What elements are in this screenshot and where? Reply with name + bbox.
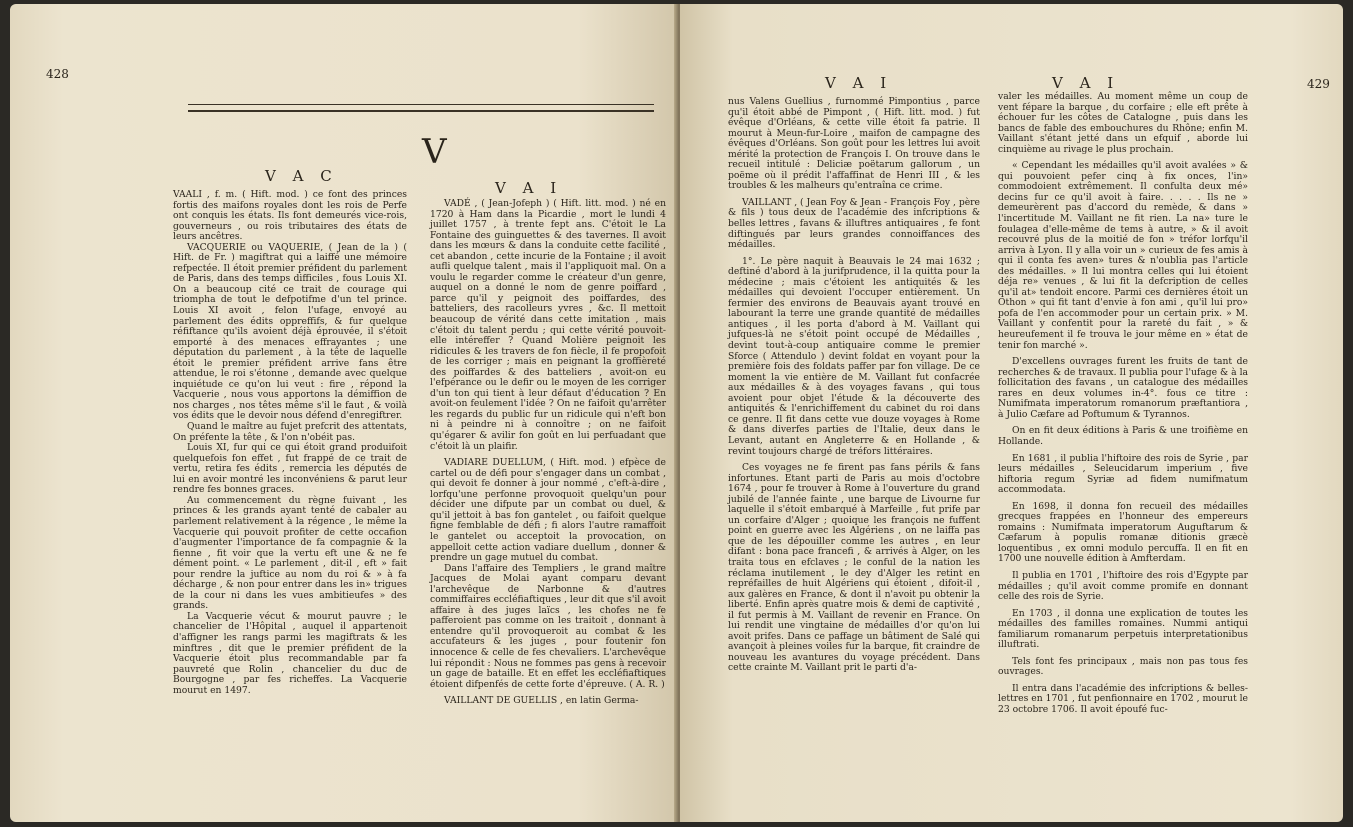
paragraph: Louis XI, fur qui ce qui étoit grand produifoit quelquefois fon effet , fut frappé de ce trait de vertu, retira fes édits , remercia les députés de lui en avoir montré les inconvéniens & parut leur rendre fes bonnes graces. [173,442,407,496]
paragraph: En 1703 , il donna une explication de toutes les médailles des familles romaines. Nummi antiqui familiarum romanarum perpetuis interpretationibus illuftrati. [998,607,1248,651]
paragraph: Il publia en 1701 , l'hiftoire des rois d'Egypte par médailles ; qu'il avoit comme promife en donnant celle des rois de Syrie. [998,569,1248,603]
text-column-1 [728,97,980,809]
text-column-1 [173,190,407,810]
paragraph: D'excellens ouvrages furent les fruits de tant de recherches & de travaux. Il publia pour l'ufage & à la follicitation des favans , un catalogue des médailles rares en deux volumes in-4°. fous ce titre : Numifmata imperatorum romanorum præftantiora , à Julio Cæfare ad Poftumum & Tyrannos. [998,356,1248,420]
paragraph: Il entra dans l'académie des infcriptions & belles-lettres en 1701 , fut penfionnaire en 1702 , mourut le 23 octobre 1706. Il avoit époufé fuc- [998,682,1248,715]
paragraph: La Vacquerie vécut & mourut pauvre ; le chancelier de l'Hôpital , auquel il appartenoit d'affigner les rangs parmi les magiftrats & les minftres , dit que le premier préfident de la Vacquerie étoit plus recommandable par fa pauvreté que Rolin , chancelier du duc de Bourgogne , par fes richeffes. La Vacquerie mourut en 1497. [173,610,407,696]
paragraph: nus Valens Guellius , furnommé Pimpontius , parce qu'il étoit abbé de Pimpont , ( Hift. litt. mod. ) fut évêque d'Orléans, & cette ville étoit fa patrie. Il mourut à Meun-fur-Loire , maifon de campagne des évêques d'Orléans. Son goût pour les lettres lui avoit mérité la protection de François I. On trouve dans le recueil intitulé : Deliciæ poëtarum gallorum , un poëme où il prédit l'affaffinat de Henri III , & les troubles & les malheurs qu'entraîna ce crime. [728,96,980,192]
paragraph: Tels font fes principaux , mais non pas tous fes ouvrages. [998,655,1248,678]
text-column-2 [430,199,666,809]
paragraph: Dans l'affaire des Templiers , le grand maître Jacques de Molai ayant comparu devant l'archevêque de Narbonne & d'autres commiffaires eccléfiaftiques , leur dit que s'il avoit affaire à des juges laïcs , les chofes ne fe pafferoient pas comme on les traitoit , donnant à entendre qu'il provoqueroit au combat & les accufateurs & les juges , pour foutenir fon innocence & celle de fes chevaliers. L'archevêque lui répondit : Nous ne fommes pas gens à recevoir un gage de bataille. Et en effet les eccléfiaftiques étoient difpenfés de cette forte d'épreuve. ( A. R. ) [430,562,666,690]
paragraph: Ces voyages ne fe firent pas fans périls & fans infortunes. Etant parti de Paris au mois d'octobre 1674 , pour fe trouver à Rome à l'ouverture du grand jubilé de l'année fainte , une barque de Livourne fur laquelle il s'étoit embarqué à Marfeille , fut prife par un corfaire d'Alger ; quoique les françois ne fuffent point en guerre avec les Algériens , on ne laiffa pas que de les dépouiller comme les autres , en leur difant : bona pace francefi , & arrivés à Alger, on les traita tous en efclaves ; le conful de la nation les réclama inutilement , le dey d'Alger les retint en repréfailles de huit Algériens qui étoient , difoit-il , aux galères en France, & dont il n'avoit pu obtenir la liberté. Enfin après quatre mois & demi de captivité , il fut permis à M. Vaillant de revenir en France. On lui rendit une vingtaine de médailles d'or qu'on lui avoit prifes. Dans ce paffage un bâtiment de Salé qui avançoit à pleines voiles fur la barque, fit craindre de nouveau les avantures du voyage précédent. Dans cette crainte M. Vaillant prit le parti d'a- [728,462,980,674]
paragraph: On en fit deux éditions à Paris & une troifième en Hollande. [998,425,1248,447]
paragraph: VACQUERIE ou VAQUERIE, ( Jean de la ) ( Hift. de Fr. ) magiftrat qui a laiffé une mémoire refpectée. Il étoit premier préfident du parlement de Paris, dans des temps difficiles , fous Louis XI. On a beaucoup cité ce trait de courage qui triompha de tout le defpotifme d'un tel prince. Louis XI avoit , felon l'ufage, envoyé au parlement des édits oppreffifs, & fur quelque réfiftance qu'ils avoient déjà éprouvée, il s'étoit emporté à des menaces effrayantes ; une députation du parlement , à la tête de laquelle étoit le premier préfident arrive fans être attendue, le roi s'étonne , demande avec quelque inquiétude ce qu'on lui veut : fire , répond la Vacquerie , nous vous apportons la démiffion de nos charges , nos têtes même s'il le faut , & voilà vos édits que le devoir nous défend d'enregiftrer. [173,241,407,422]
paragraph: VAILLANT , ( Jean Foy & Jean - François Foy , père & fils ) tous deux de l'académie des infcriptions & belles lettres , favans & illuftres antiquaires , fe font diftingués par leurs grandes connoiffances des médailles. [728,196,980,251]
page-number: 428 [46,67,69,81]
column-header: V A I [495,179,563,197]
book-spread [10,4,1343,822]
paragraph: Quand le maître au fujet prefcrit des attentats, On préfente la tête , & l'on n'obéit pas. [173,421,407,443]
paragraph: VADIARE DUELLUM, ( Hift. mod. ) efpèce de cartel ou de défi pour s'engager dans un combat , qui devoit fe donner à jour nommé , c'eft-à-dire , lorfqu'une perfonne provoquoit quelqu'un pour décider une difpute par un combat ou duel, & qu'il jettoit à bas fon gantelet , ou faifoit quelque figne femblable de défi ; fi alors l'autre ramaffoit le gantelet ou acceptoit la provocation, on appelloit cette action vadiare duellum , donner & prendre un gage mutuel du combat. [430,457,666,564]
column-header: V A I [825,74,893,92]
header-rule [188,104,654,112]
paragraph: Au commencement du règne fuivant , les princes & les grands ayant tenté de cabaler au parlement relativement à la régence , le même la Vacquerie qui pouvoit profiter de cette occafion d'augmenter l'importance de fa compagnie & la fienne , fit voir que la vertu eft une & ne fe dément point. « Le parlement , dit-il , eft » fait pour rendre la juftice au nom du roi & » à fa décharge , & non pour entrer dans les in» trigues de la cour ni dans les vues ambitieufes » des grands. [173,494,407,612]
paragraph: « Cependant les médailles qu'il avoit avalées » & qui pouvoient pefer cinq à fix onces, l'in» commodoient extrêmement. Il confulta deux mé» decins fur ce qu'il avoit à faire. . . . . Ils ne » demeurèrent pas d'accord du remède, & dans » l'incertitude M. Vaillant ne fit rien. La na» ture le foulagea d'elle-même de tems à autre, » & il avoit recouvré plus de la moitié de fon » tréfor lorfqu'il arriva à Lyon. Il y alla voir un » curieux de fes amis à qui il conta fes aven» tures & n'oublia pas l'article des médailles. » Il lui montra celles qui lui étoient déja re» venues , & lui fit la defcription de celles qu'il at» tendoit encore. Parmi ces dernières étoit un Othon » qui fit tant d'envie à fon ami , qu'il lui pro» pofa de l'en accommoder pour un certain prix. » M. Vaillant y confentit pour la rareté du fait , » & heureufement il fe trouva le jour même en » état de tenir fon marché ». [998,160,1248,351]
column-header: V A I [1052,74,1120,92]
paragraph: valer les médailles. Au moment même un coup de vent fépare la barque , du corfaire ; elle eft prête à échouer fur les côtes de Catalogne , puis dans les bancs de fable des embouchures du Rhône; enfin M. Vaillant s'étant jetté dans un efquif , aborde lui cinquième au rivage le plus prochain. [998,91,1248,155]
column-header: V A C [265,167,338,185]
left-page [10,4,678,822]
paragraph: En 1698, il donna fon recueil des médailles grecques frappées en l'honneur des empereurs romains : Numifmata imperatorum Auguftarum & Cæfarum à populis romanæ ditionis græcè loquentibus , ex omni modulo percuffa. Il en fit en 1700 une nouvelle édition à Amfterdam. [998,500,1248,565]
section-letter: V [422,132,449,172]
right-page [680,4,1343,822]
paragraph: VAILLANT DE GUELLIS , en latin Germa- [444,695,639,707]
paragraph: 1°. Le père naquit à Beauvais le 24 mai 1632 ; deftiné d'abord à la jurifprudence, il la quitta pour la médecine ; mais c'étoient les antiquités & les médailles qui devoient l'occuper entièrement. Un fermier des environs de Beauvais ayant trouvé en labourant la terre une grande quantité de médailles antiques , il les porta d'abord à M. Vaillant qui jufques-là ne s'étoit point occupé de Médailles , devint tout-à-coup antiquaire comme le premier Sforce ( Attendulo ) devint foldat en voyant pour la première fois des foldats paffer par fon village. De ce moment la vie entière de M. Vaillant fut confacrée aux médailles & à des voyages favans , qui tous avoient pour objet l'étude & la découverte des antiquités & l'enrichiffement du cabinet du roi dans ce genre. Il fit dans cette vue douze voyages à Rome & dans diverfes parties de l'Italie, deux dans le Levant, autant en Angleterre & en Hollande , & revint toujours chargé de tréfors littéraires. [728,255,980,457]
paragraph: VADÉ , ( Jean-Jofeph ) ( Hift. litt. mod. ) né en 1720 à Ham dans la Picardie , mort le lundi 4 juillet 1757 , à trente fept ans. C'étoit le La Fontaine des guinguettes & des tavernes. Il avoit dans les mœurs & dans la conduite cette facilité , cet abandon , cette incurie de la Fontaine ; il avoit aufli quelque talent , mais il l'appliquoit mal. On a voulu le regarder comme le créateur d'un genre, auquel on a donné le nom de genre poiffard , parce qu'il y peignoit des poiffardes, des batteliers, des racolleurs yvres , &c. Il mettoit beaucoup de vérité dans cette imitation , mais c'étoit du talent perdu ; qui cette vérité pouvoit-elle intéreffer ? Quand Molière peignoit les ridicules & les travers de fon fiècle, il fe propofoit de les corriger ; mais en peignant la groffièreté des poiffardes & des batteliers , avoit-on eu l'efpérance ou le defir ou le moyen de les corriger d'un ton qui tient à leur défaut d'éducation ? En avoit-on feulement l'idée ? On ne faifoit qu'arrêter les regards du public fur un ridicule qui n'eft bon ni à peindre ni à connoître ; on ne faifoit qu'égarer & avilir fon goût en lui perfuadant que c'étoit là un plaifir. [430,198,666,452]
page-number: 429 [1307,77,1330,91]
text-column-2 [998,92,1248,810]
paragraph: En 1681 , il publia l'hiftoire des rois de Syrie , par leurs médailles , Seleucidarum imperium , five hiftoria regum Syriæ ad fidem numifmatum accommodata. [998,452,1248,496]
paragraph: VAALI , f. m. ( Hift. mod. ) ce font des princes fortis des maifons royales dont les rois de Perfe ont conquis les états. Ils font demeurés vice-rois, gouverneurs , ou rois tributaires des états de leurs ancêtres. [173,189,407,243]
